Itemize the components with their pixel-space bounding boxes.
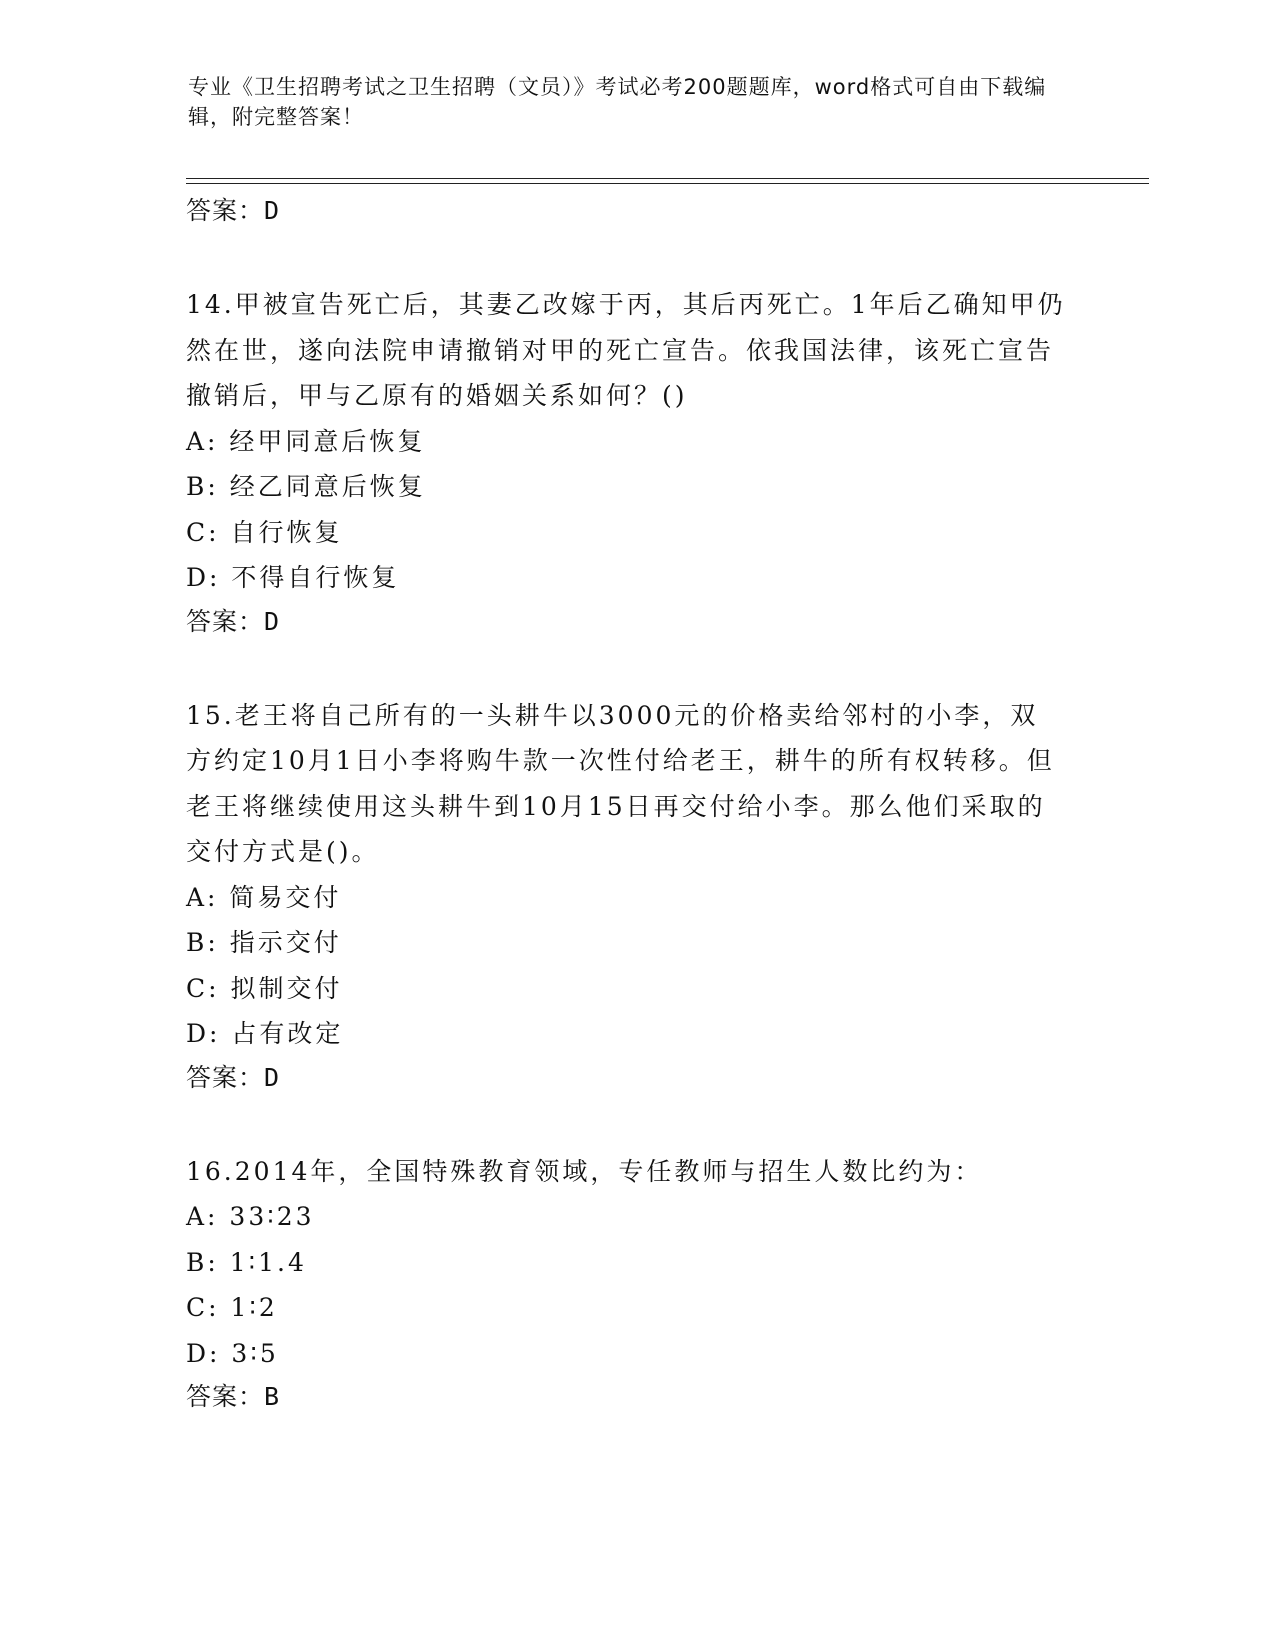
option-a: A: 简易交付 [186,882,342,912]
question-15 [186,693,1066,1099]
question-answer [186,1376,1066,1418]
option-b: B: 指示交付 [186,928,342,957]
option-c: C: 自行恢复 [186,517,343,547]
document-header [188,72,1068,132]
answer-value: D [264,606,281,636]
answer-label: 答案： [186,196,265,225]
option-c: C: 拟制交付 [186,973,343,1003]
question-16 [186,1149,1066,1419]
document-body [186,190,1066,1418]
question-text: 14.甲被宣告死亡后，其妻乙改嫁于丙，其后丙死亡。1年后乙确知甲仍然在世，遂向法院申请撤销对甲的死亡宣告。依我国法律，该死亡宣告撤销后，甲与乙原有的婚姻关系如何？() [186,290,1066,410]
answer-value: D [264,1062,281,1092]
previous-answer [186,190,1066,232]
option-c: C: 1∶2 [186,1293,278,1322]
answer-label: 答案： [186,606,265,636]
option-a: A: 33∶23 [186,1202,315,1231]
option-d: D: 占有改定 [186,1019,344,1048]
question-answer [186,1057,1066,1099]
header-rule-bottom [186,183,1149,184]
option-d: D: 3∶5 [186,1338,279,1368]
question-text: 15.老王将自己所有的一头耕牛以3000元的价格卖给邻村的小李，双方约定10月1日小李将购牛款一次性付给老王，耕牛的所有权转移。但老王将继续使用这头耕牛到10月15日再交付给小李。那么他们采取的交付方式是()。 [186,700,1055,866]
question-14 [186,282,1066,643]
answer-label: 答案： [186,1062,265,1092]
option-b: B: 经乙同意后恢复 [186,472,426,501]
header-text: 专业《卫生招聘考试之卫生招聘（文员）》考试必考200题题库，word格式可自由下载编辑，附完整答案！ [188,75,1047,129]
header-rule-top [186,178,1149,179]
option-d: D: 不得自行恢复 [186,563,400,592]
answer-label: 答案： [186,1382,265,1411]
option-a: A: 经甲同意后恢复 [186,426,426,456]
question-answer [186,601,1066,643]
answer-value: D [264,196,281,225]
answer-value: B [264,1382,281,1411]
option-b: B: 1∶1.4 [186,1247,307,1277]
question-text: 16.2014年，全国特殊教育领域，专任教师与招生人数比约为： [186,1156,983,1186]
